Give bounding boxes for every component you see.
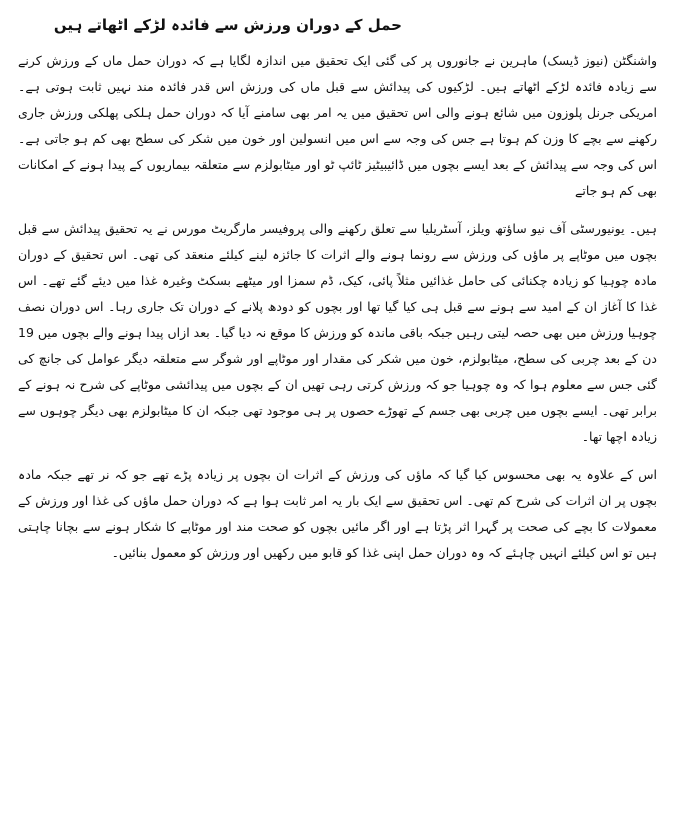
article-paragraph-2: ہیں۔ یونیورسٹی آف نیو ساؤتھ ویلز، آسٹریلیا سے تعلق رکھنے والی پروفیسر مارگریٹ مورس نے یہ تحقیق پیدائش سے قبل بچوں میں موٹاپے پر ماؤں کی ورزش سے رونما ہونے والے اثرات کا جائزہ لینے کیلئے منعقد کی تھی۔ اس تحقیق کے دوران مادہ چوہیا کو زیادہ چکنائی کی حامل غذائیں مثلاً پائی، کیک، ڈم سمزا اور میٹھے بسکٹ وغیرہ غذا میں دیئے گئے تھے۔ اس غذا کا آغاز ان کے امید سے ہونے سے قبل ہی کیا گیا تھا اور بچوں کو دودھ پلانے کے دوران تک جاری رہا۔ اس دوران نصف چوہیا ورزش میں بھی حصہ لیتی رہیں جبکہ باقی ماندہ کو ورزش کا موقع نہ دیا گیا۔ بعد ازاں پیدا ہونے والے بچوں میں 19 دن کے بعد چربی کی سطح، میٹابولزم، خون میں شکر کی مقدار اور موٹاپے اور شوگر سے متعلقہ دیگر عوامل کی جانچ کی گئی جس سے معلوم ہوا کہ وہ چوہیا جو کہ ورزش کرتی رہی تھیں ان کے بچوں میں پیدائشی موٹاپے کی شرح نہ ہونے کے برابر تھی۔ ایسے بچوں میں چربی بھی جسم کے تھوڑے حصوں پر ہی موجود تھی جبکہ ان کا میٹابولزم بھی دیگر چوہوں سے زیادہ اچھا تھا۔ (18, 221, 657, 444)
article-headline: حمل کے دوران ورزش سے فائدہ لڑکے اٹھاتے ہیں (53, 16, 402, 34)
article-paragraph-1: واشنگٹن (نیوز ڈیسک) ماہرین نے جانوروں پر کی گئی ایک تحقیق میں اندازہ لگایا ہے کہ دوران حمل ماں کے ورزش کرنے سے زیادہ فائدہ لڑکے اٹھاتے ہیں۔ لڑکیوں کی پیدائش سے قبل ماں کی ورزش اس قدر فائدہ مند نہیں ثابت ہوتی ہے۔ امریکی جرنل پلوزون میں شائع ہونے والی اس تحقیق میں یہ امر بھی سامنے آیا کہ دوران حمل ہلکی پھلکی ورزش جاری رکھنے سے بچے کا وزن کم ہوتا ہے جس کی وجہ سے اس میں انسولین اور خون میں شکر کی سطح بھی کم ہو جاتی ہے۔ اس کی وجہ سے پیدائش کے بعد ایسے بچوں میں ڈائیبیٹیز ٹائپ ٹو اور میٹابولزم سے متعلقہ بیماریوں کے پیدا ہونے کے امکانات بھی کم ہو جاتے (18, 53, 657, 198)
article-paragraph-3: اس کے علاوہ یہ بھی محسوس کیا گیا کہ ماؤں کی ورزش کے اثرات ان بچوں پر زیادہ پڑے تھے جو کہ نر تھے جبکہ مادہ بچوں پر ان اثرات کی شرح کم تھی۔ اس تحقیق سے ایک بار یہ امر ثابت ہوا ہے کہ دوران حمل ماؤں کی غذا اور ورزش کے معمولات کا بچے کی صحت پر گہرا اثر پڑتا ہے اور اگر مائیں بچوں کو صحت مند اور موٹاپے کا شکار ہونے سے بچانا چاہتی ہیں تو اس کیلئے انہیں چاہئے کہ وہ دوران حمل اپنی غذا کو قابو میں رکھیں اور ورزش کو معمول بنائیں۔ (18, 467, 657, 560)
